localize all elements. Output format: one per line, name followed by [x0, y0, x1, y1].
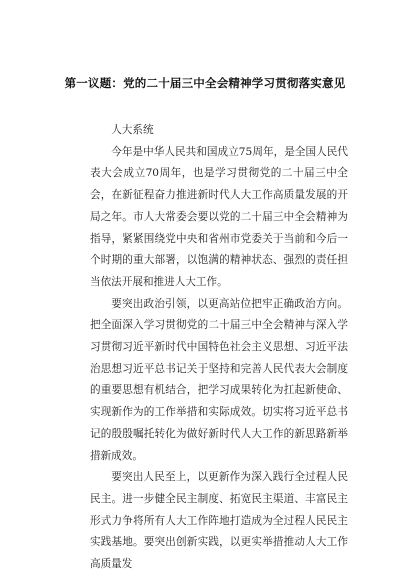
document-title: 第一议题：党的二十届三中全会精神学习贯彻落实意见 — [64, 76, 346, 90]
paragraph-3: 要突出人民至上，以更新作为深入践行全过程人民民主。进一步健全民主制度、拓宽民主渠道、丰富民主形式力争将所有人大工作阵地打造成为全过程人民民主实践基地。要突出创新实践，以更实举措推动人大工作高质量发 — [90, 471, 348, 571]
paragraph-1: 今年是中华人民共和国成立75周年，是全国人民代表大会成立70周年，也是学习贯彻党的二十届三中全会，在新征程奋力推进新时代人大工作高质量发展的开局之年。市人大常委会要以党的二十届三中全会精神为指导，紧紧围绕党中央和省州市党委关于当前和今后一个时期的重大部署，以饱满的精神状态、强烈的责任担当依法开展和推进人大工作。 — [90, 145, 348, 288]
paragraph-2: 要突出政治引领，以更高站位把牢正确政治方向。把全面深入学习贯彻党的二十届三中全会精神与深入学习贯彻习近平新时代中国特色社会主义思想、习近平法治思想习近平总书记关于坚持和完善人民代表大会制度的重要思想有机结合，把学习成果转化为扛起新使命、实现新作为的工作举措和实际成效。切实将习近平总书记的殷殷嘱托转化为做好新时代人大工作的新思路新举措新成效。 — [90, 297, 348, 462]
document-body — [90, 120, 348, 576]
section-heading: 人大系统 — [111, 124, 154, 136]
